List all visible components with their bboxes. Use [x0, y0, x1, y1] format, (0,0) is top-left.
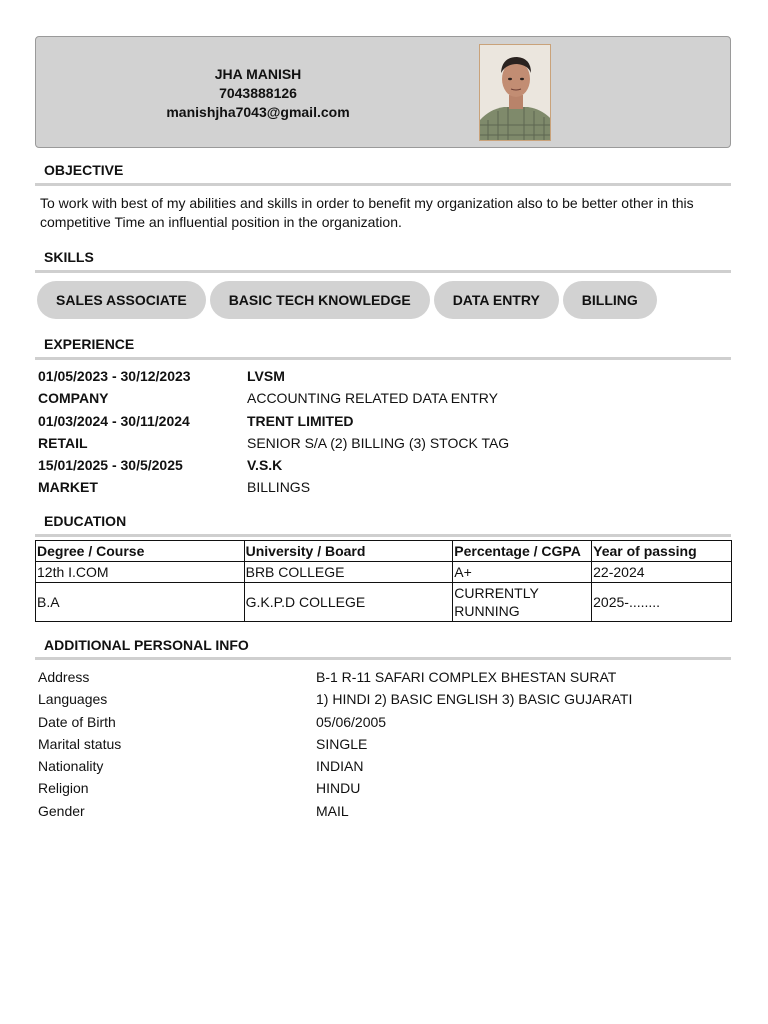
experience-period: 01/03/2024 - 30/11/2024 [38, 412, 190, 429]
education-row [36, 562, 732, 583]
info-label: Date of Birth [38, 713, 116, 730]
objective-title: OBJECTIVE [44, 162, 124, 178]
experience-sector: COMPANY [38, 390, 109, 407]
education-cell: 2025-........ [592, 583, 732, 622]
info-value: B-1 R-11 SAFARI COMPLEX BHESTAN SURAT [316, 669, 617, 685]
contact-block [156, 65, 360, 122]
info-label: Gender [38, 802, 85, 819]
info-value: MAIL [316, 802, 349, 819]
info-value: 05/06/2005 [316, 713, 387, 730]
education-header-row [36, 541, 732, 562]
education-cell: 22-2024 [592, 562, 732, 583]
education-cell: G.K.P.D COLLEGE [244, 583, 453, 622]
info-value: SINGLE [316, 735, 368, 752]
experience-sector: MARKET [38, 479, 98, 496]
objective-text: To work with best of my abilities and skills in order to benefit my organization also to be better other in this competitive Time an influential position in the organization. [40, 195, 694, 230]
education-header-cell: Degree / Course [36, 541, 245, 562]
skill-chip: BILLING [563, 281, 657, 319]
experience-role: BILLINGS [247, 479, 311, 496]
personal-info-title: ADDITIONAL PERSONAL INFO [44, 637, 249, 653]
education-cell: CURRENTLY RUNNING [453, 583, 592, 622]
education-divider [35, 534, 731, 537]
info-label: Address [38, 669, 90, 685]
education-title: EDUCATION [44, 513, 127, 529]
objective-divider [35, 183, 731, 186]
candidate-name: JHA MANISH [214, 66, 302, 82]
education-header-cell: University / Board [244, 541, 453, 562]
info-value: 1) HINDI 2) BASIC ENGLISH 3) BASIC GUJARATI [316, 691, 633, 708]
experience-employer: TRENT LIMITED [247, 412, 354, 429]
candidate-phone: 7043888126 [219, 85, 297, 101]
skill-chip: SALES ASSOCIATE [37, 281, 206, 319]
experience-period: 15/01/2025 - 30/5/2025 [38, 457, 183, 474]
skill-chip: BASIC TECH KNOWLEDGE [210, 281, 430, 319]
education-cell: A+ [453, 562, 592, 583]
info-label: Religion [38, 780, 89, 797]
skills-divider [35, 270, 731, 273]
education-header-cell: Year of passing [592, 541, 732, 562]
experience-title: EXPERIENCE [44, 336, 135, 352]
profile-photo [479, 44, 551, 141]
education-header-cell: Percentage / CGPA [453, 541, 592, 562]
candidate-email: manishjha7043@gmail.com [166, 104, 350, 120]
info-value: HINDU [316, 780, 361, 797]
education-cell: 12th I.COM [36, 562, 245, 583]
info-label: Languages [38, 691, 108, 708]
experience-period: 01/05/2023 - 30/12/2023 [38, 368, 191, 384]
education-cell: BRB COLLEGE [244, 562, 453, 583]
education-table [35, 540, 732, 622]
experience-role: SENIOR S/A (2) BILLING (3) STOCK TAG [247, 434, 510, 451]
education-row [36, 583, 732, 622]
skills-list [37, 281, 657, 319]
experience-divider [35, 357, 731, 360]
skill-chip: DATA ENTRY [434, 281, 559, 319]
experience-sector: RETAIL [38, 434, 88, 451]
skills-title: SKILLS [44, 249, 94, 265]
info-label: Nationality [38, 758, 104, 775]
info-value: INDIAN [316, 758, 364, 775]
info-label: Marital status [38, 735, 122, 752]
experience-employer: LVSM [247, 368, 285, 384]
experience-employer: V.S.K [247, 457, 283, 474]
resume-header [35, 36, 731, 148]
personal-info-divider [35, 657, 731, 660]
education-cell: B.A [36, 583, 245, 622]
experience-role: ACCOUNTING RELATED DATA ENTRY [247, 390, 498, 407]
